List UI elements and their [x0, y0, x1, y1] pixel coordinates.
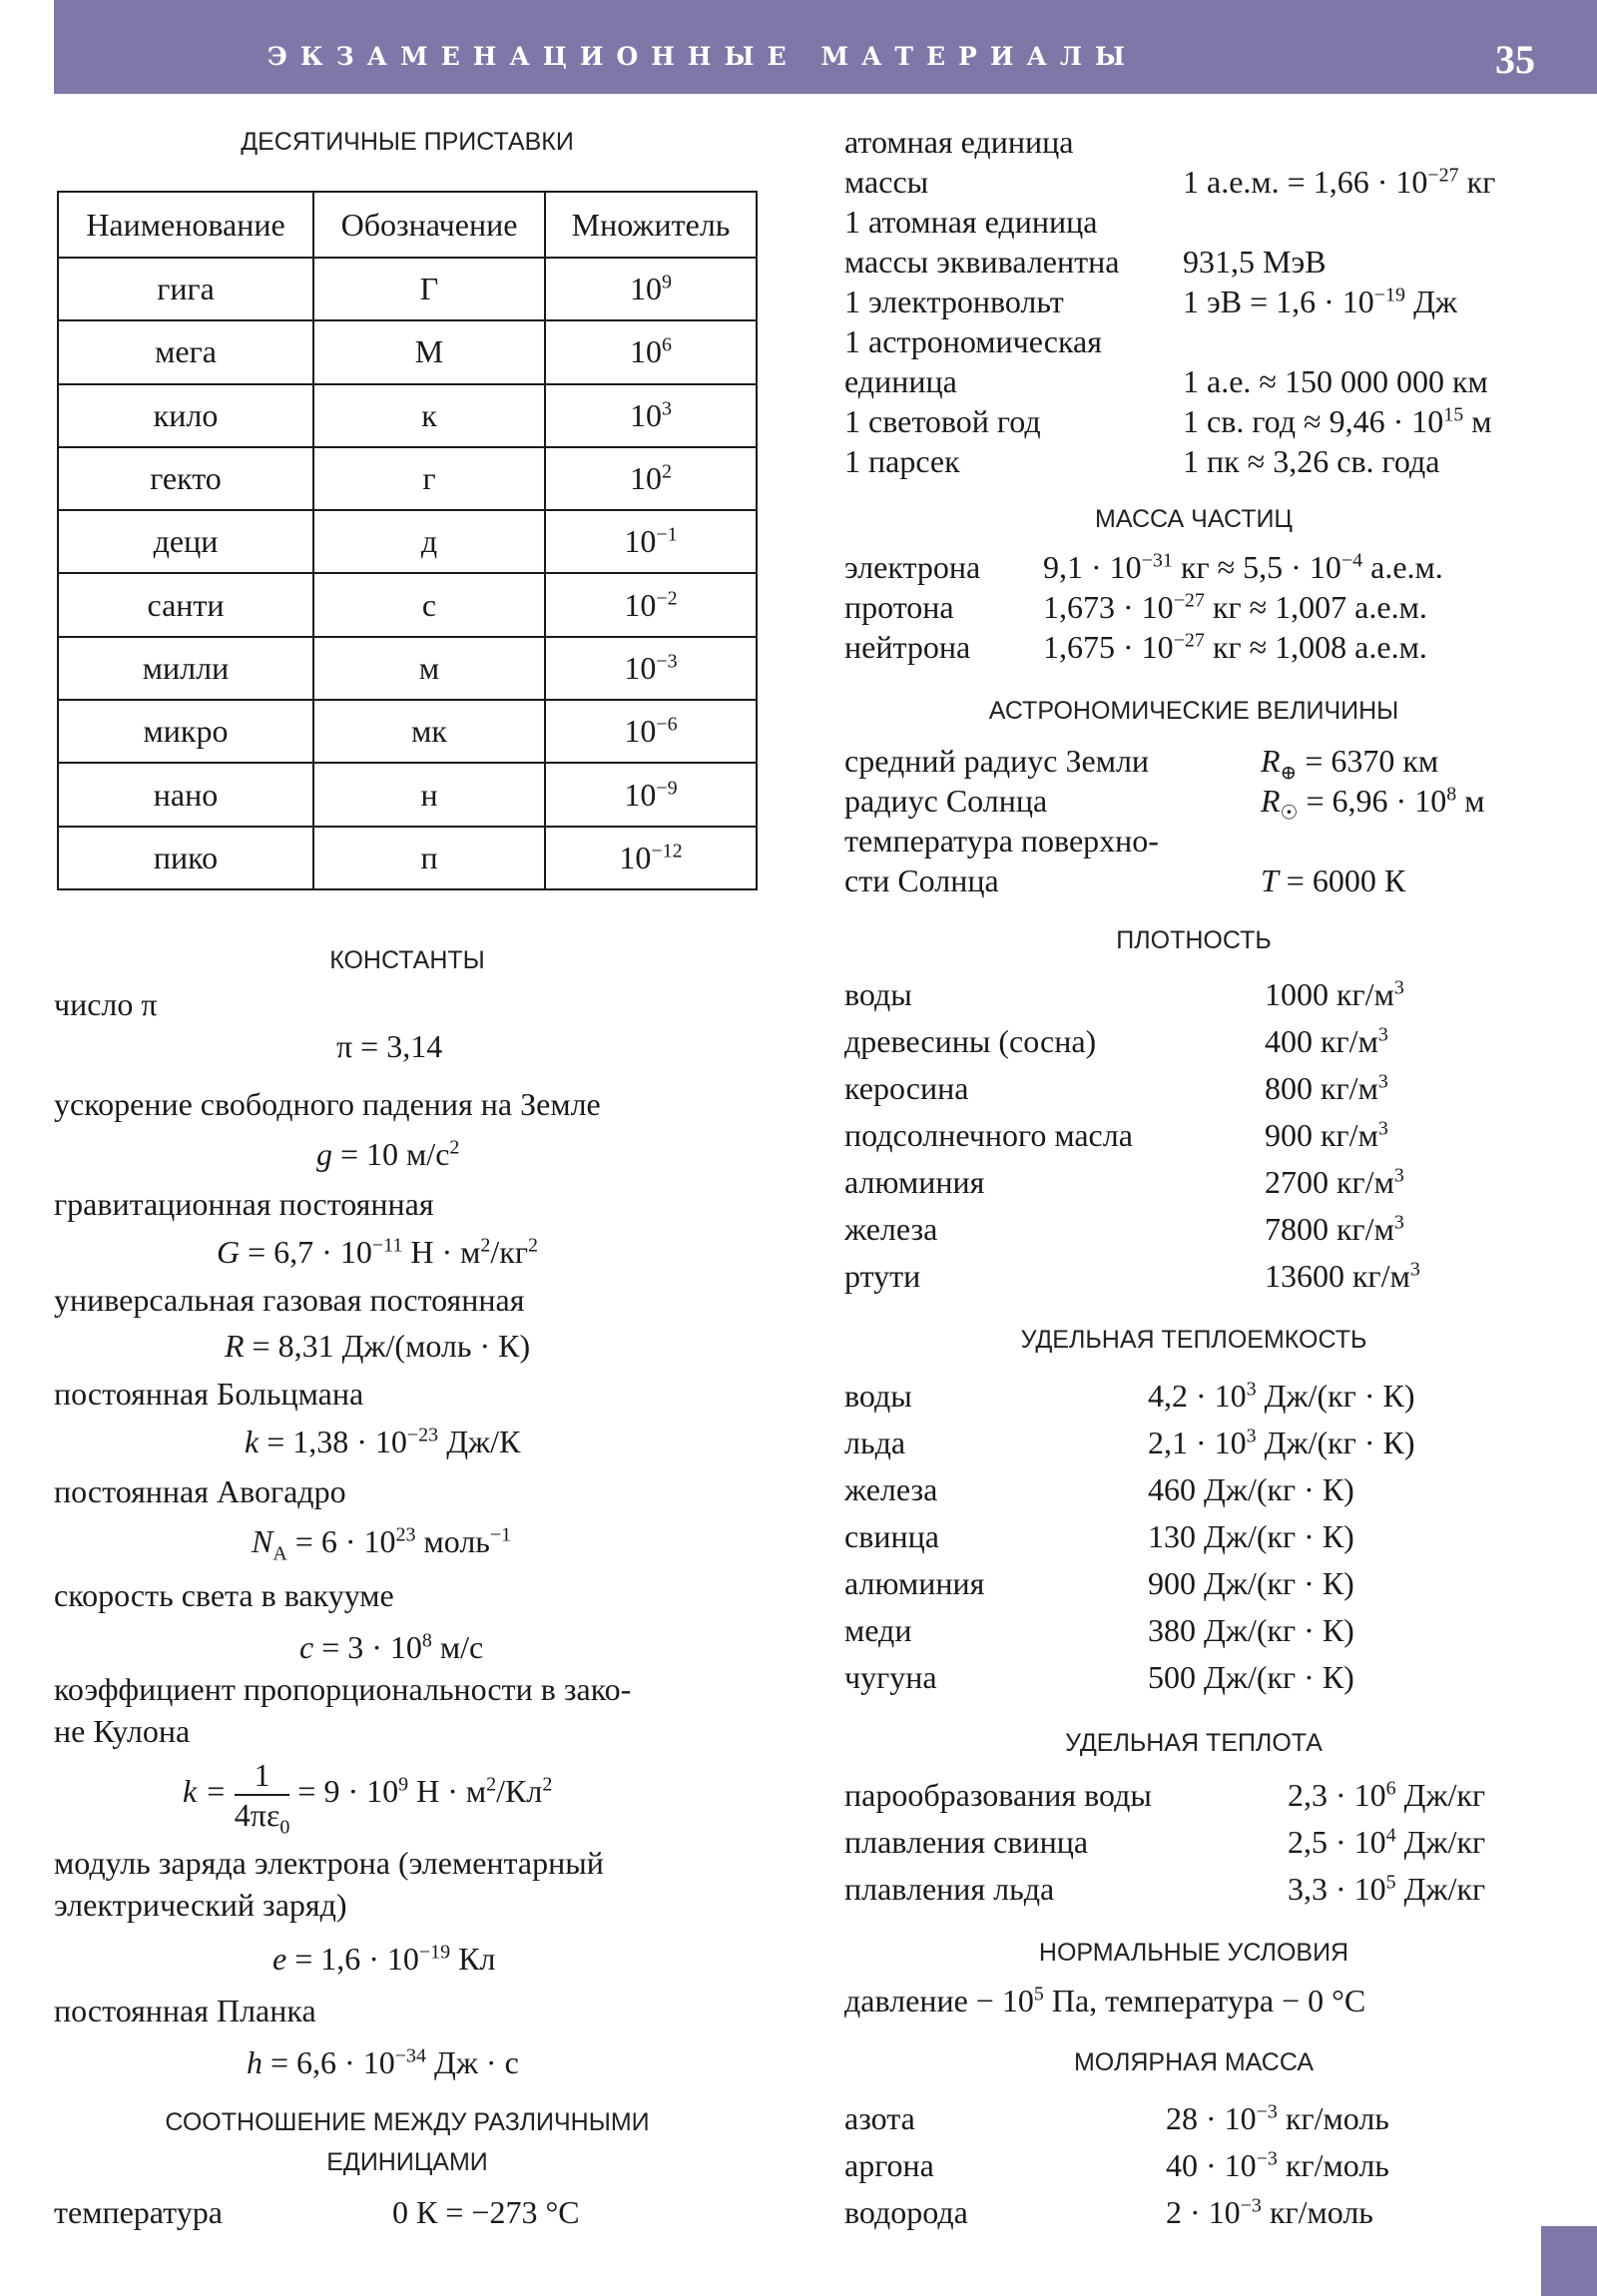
prefix-multiplier: $10^{-12}$ [545, 827, 757, 889]
molar-mass-value: $40 \cdot 10^{-3}$ кг/моль [1166, 2147, 1389, 2183]
pc-label: 1 парсек [844, 443, 960, 479]
table-row [58, 447, 757, 510]
sun-radius-label: радиус Солнца [844, 783, 1048, 819]
amu-energy-value: 931,5 МэВ [1183, 244, 1327, 280]
heat-capacity-label: воды [844, 1378, 912, 1414]
prefix-name: кило [58, 384, 313, 447]
latent-heat-label: плавления льда [844, 1871, 1055, 1907]
astro-title: АСТРОНОМИЧЕСКИЕ ВЕЛИЧИНЫ [988, 697, 1399, 725]
k-value: $k = 1,38 \cdot 10^{-23}$ Дж/К [245, 1424, 521, 1459]
prefix-symbol: п [313, 827, 545, 889]
prefix-symbol: мк [313, 700, 545, 763]
prefix-symbol: д [313, 510, 545, 573]
prefix-symbol: н [313, 763, 545, 826]
molar-mass-value: $28 \cdot 10^{-3}$ кг/моль [1166, 2100, 1389, 2136]
molar-mass-label: водорода [844, 2194, 968, 2230]
prefix-multiplier: $10^9$ [545, 258, 757, 320]
column-header: Множитель [545, 192, 757, 258]
molar-mass-title: МОЛЯРНАЯ МАССА [1073, 2048, 1315, 2076]
au-label-2: единица [844, 363, 957, 399]
density-value: 2700 $кг/м^3$ [1265, 1164, 1404, 1200]
prefix-multiplier: $10^{-3}$ [545, 637, 757, 700]
table-row [58, 258, 757, 320]
sun-temp-value: T = 6000 К [1261, 862, 1406, 898]
prefix-name: санти [58, 573, 313, 636]
heat-capacity-value: 500 Дж/(кг · К) [1148, 1659, 1354, 1695]
density-label: алюминия [844, 1164, 985, 1200]
coulomb-fraction: $\frac{1}{4\pi\varepsilon_0}$ [234, 1756, 290, 1839]
prefix-symbol: к [313, 384, 545, 447]
table-row [58, 763, 757, 826]
prefix-name: гекто [58, 447, 313, 510]
G-label: гравитационная постоянная [54, 1186, 434, 1222]
coulomb-label-2: не Кулона [54, 1713, 191, 1749]
column-header: Обозначение [313, 192, 545, 258]
header-title: ЭКЗАМЕНАЦИОННЫЕ МАТЕРИАЛЫ [267, 42, 1138, 71]
table-header-row [58, 192, 757, 258]
latent-heat-label: плавления свинца [844, 1824, 1089, 1860]
density-label: керосина [844, 1070, 969, 1106]
table-row [58, 700, 757, 763]
prefix-symbol: М [313, 320, 545, 383]
heat-capacity-value: 900 Дж/(кг · К) [1148, 1565, 1354, 1601]
prefix-symbol: Г [313, 258, 545, 320]
amu-label-2: массы [844, 164, 929, 200]
prefixes-title: ДЕСЯТИЧНЫЕ ПРИСТАВКИ [241, 128, 574, 156]
h-value: $h = 6,6 \cdot 10^{-34}$ Дж · с [247, 2044, 519, 2080]
relations-title-1: СООТНОШЕНИЕ МЕЖДУ РАЗЛИЧНЫМИ [165, 2108, 650, 2136]
prefix-name: микро [58, 700, 313, 763]
prefix-multiplier: $10^{-2}$ [545, 573, 757, 636]
table-row [58, 510, 757, 573]
c-label: скорость света в вакууме [54, 1577, 394, 1613]
NA-value: $N_A = 6 \cdot 10^{23}$ моль$^{-1}$ [252, 1523, 512, 1565]
corner-tab [1541, 2226, 1597, 2296]
temp-relation-value: 0 К = −273 °С [392, 2194, 580, 2230]
particles-title: МАССА ЧАСТИЦ [1095, 505, 1293, 533]
e-label-2: электрический заряд) [54, 1887, 347, 1923]
coulomb-value: k = $\frac{1}{4\pi\varepsilon_0}$ = $9 \cdot 10^9$ $Н \cdot м^2/Кл^2$ [183, 1756, 553, 1839]
density-label: подсолнечного масла [844, 1117, 1133, 1153]
density-label: ртути [844, 1258, 921, 1294]
density-value: 13600 $кг/м^3$ [1265, 1258, 1420, 1294]
heat-capacity-label: меди [844, 1612, 912, 1648]
heat-capacity-label: чугуна [844, 1659, 937, 1695]
prefix-symbol: м [313, 637, 545, 700]
amu-energy-label-1: 1 атомная единица [844, 204, 1098, 240]
heat-capacity-value: 130 Дж/(кг · К) [1148, 1518, 1354, 1554]
ly-value: 1 св. год ≈ $9,46 \cdot 10^{15}$ м [1183, 403, 1492, 439]
molar-mass-value: $2 \cdot 10^{-3}$ кг/моль [1166, 2194, 1373, 2230]
g-label: ускорение свободного падения на Земле [54, 1086, 601, 1122]
prefix-multiplier: $10^{-1}$ [545, 510, 757, 573]
page-header [54, 0, 1597, 94]
density-value: 1000 $кг/м^3$ [1265, 976, 1404, 1012]
prefix-multiplier: $10^{-9}$ [545, 763, 757, 826]
density-value: 900 $кг/м^3$ [1265, 1117, 1388, 1153]
prefix-name: милли [58, 637, 313, 700]
au-value: 1 а.е. ≈ 150 000 000 км [1183, 363, 1488, 399]
pc-value: 1 пк ≈ 3,26 св. года [1183, 443, 1440, 479]
heat-capacity-title: УДЕЛЬНАЯ ТЕПЛОЕМКОСТЬ [1020, 1326, 1367, 1354]
prefixes-table [57, 191, 758, 890]
density-title: ПЛОТНОСТЬ [1116, 926, 1272, 954]
density-value: 800 $кг/м^3$ [1265, 1070, 1388, 1106]
prefix-name: пико [58, 827, 313, 889]
e-value: $e = 1,6 \cdot 10^{-19}$ Кл [272, 1941, 496, 1977]
sun-temp-label-1: температура поверхно- [844, 823, 1159, 859]
pi-label: число π [54, 986, 158, 1022]
prefix-multiplier: $10^2$ [545, 447, 757, 510]
R-label: универсальная газовая постоянная [54, 1282, 525, 1318]
prefix-name: нано [58, 763, 313, 826]
normal-conditions-title: НОРМАЛЬНЫЕ УСЛОВИЯ [1038, 1939, 1349, 1967]
density-label: железа [844, 1211, 938, 1247]
heat-capacity-value: 380 Дж/(кг · К) [1148, 1612, 1354, 1648]
prefix-multiplier: $10^{-6}$ [545, 700, 757, 763]
sun-radius-value: $R_☉ = 6,96 \cdot 10^8$ м [1261, 783, 1485, 825]
amu-label-1: атомная единица [844, 124, 1074, 160]
heat-capacity-label: льда [844, 1425, 906, 1460]
latent-heat-value: $3,3 \cdot 10^5$ Дж/кг [1288, 1871, 1486, 1907]
heat-capacity-label: свинца [844, 1518, 939, 1554]
particle-label: нейтрона [844, 629, 971, 665]
density-value: 7800 $кг/м^3$ [1265, 1211, 1404, 1247]
coulomb-label-1: коэффициент пропорциональности в зако- [54, 1671, 632, 1707]
latent-heat-value: $2,3 \cdot 10^6$ Дж/кг [1288, 1777, 1486, 1813]
relations-title-2: ЕДИНИЦАМИ [326, 2148, 488, 2176]
ev-value: 1 эВ = $1,6 \cdot 10^{-19}$ Дж [1183, 284, 1457, 319]
particle-mass: $9,1 \cdot 10^{-31}$ кг ≈ $5,5 \cdot 10^{-4}$ а.е.м. [1043, 549, 1443, 585]
table-row [58, 827, 757, 889]
prefix-name: гига [58, 258, 313, 320]
g-value: g = 10 $м/с^2$ [316, 1136, 460, 1172]
amu-value: 1 а.е.м. = $1,66 \cdot 10^{-27}$ кг [1183, 164, 1496, 200]
c-value: $c = 3 \cdot 10^8$ м/с [299, 1629, 484, 1665]
e-label-1: модуль заряда электрона (элементарный [54, 1845, 604, 1881]
table-row [58, 384, 757, 447]
heat-capacity-label: алюминия [844, 1565, 985, 1601]
G-value: $G = 6,7 \cdot 10^{-11}$ $Н \cdot м^2/кг^2$ [217, 1234, 538, 1270]
particle-label: электрона [844, 549, 981, 585]
molar-mass-label: аргона [844, 2147, 934, 2183]
heat-capacity-value: 460 Дж/(кг · К) [1148, 1471, 1354, 1507]
latent-heat-value: $2,5 \cdot 10^4$ Дж/кг [1288, 1824, 1486, 1860]
density-label: древесины (сосна) [844, 1023, 1097, 1059]
normal-conditions-text: давление − $10^5$ Па, температура − 0 °С [844, 1983, 1366, 2018]
prefix-name: мега [58, 320, 313, 383]
particle-mass: $1,675 \cdot 10^{-27}$ кг ≈ 1,008 а.е.м. [1043, 629, 1427, 665]
ly-label: 1 световой год [844, 403, 1041, 439]
density-value: 400 $кг/м^3$ [1265, 1023, 1388, 1059]
prefix-multiplier: $10^3$ [545, 384, 757, 447]
pi-value: π = 3,14 [336, 1028, 443, 1064]
heat-capacity-value: $2,1 \cdot 10^3$ Дж/(кг · К) [1148, 1425, 1415, 1460]
prefix-multiplier: $10^6$ [545, 320, 757, 383]
k-label: постоянная Больцмана [54, 1376, 364, 1412]
particle-label: протона [844, 589, 954, 625]
amu-energy-label-2: массы эквивалентна [844, 244, 1120, 280]
heat-capacity-label: железа [844, 1471, 938, 1507]
prefix-symbol: г [313, 447, 545, 510]
earth-radius-value: $R_\oplus = 6370$ км [1261, 743, 1439, 785]
sun-temp-label-2: сти Солнца [844, 862, 999, 898]
column-header: Наименование [58, 192, 313, 258]
au-label-1: 1 астрономическая [844, 323, 1102, 359]
prefix-name: деци [58, 510, 313, 573]
earth-radius-label: средний радиус Земли [844, 743, 1150, 779]
density-label: воды [844, 976, 912, 1012]
particle-mass: $1,673 \cdot 10^{-27}$ кг ≈ 1,007 а.е.м. [1043, 589, 1427, 625]
table-row [58, 320, 757, 383]
NA-label: постоянная Авогадро [54, 1473, 346, 1509]
constants-title: КОНСТАНТЫ [329, 946, 485, 974]
page-number: 35 [1495, 37, 1535, 82]
latent-heat-title: УДЕЛЬНАЯ ТЕПЛОТА [1065, 1729, 1323, 1757]
heat-capacity-value: $4,2 \cdot 10^3$ Дж/(кг · К) [1148, 1378, 1415, 1414]
R-value: R = 8,31 Дж/(моль · К) [225, 1328, 531, 1364]
h-label: постоянная Планка [54, 1993, 316, 2028]
table-row [58, 573, 757, 636]
prefix-symbol: с [313, 573, 545, 636]
ev-label: 1 электронвольт [844, 284, 1064, 319]
table-row [58, 637, 757, 700]
latent-heat-label: парообразования воды [844, 1777, 1152, 1813]
temp-relation-label: температура [54, 2194, 223, 2230]
molar-mass-label: азота [844, 2100, 915, 2136]
